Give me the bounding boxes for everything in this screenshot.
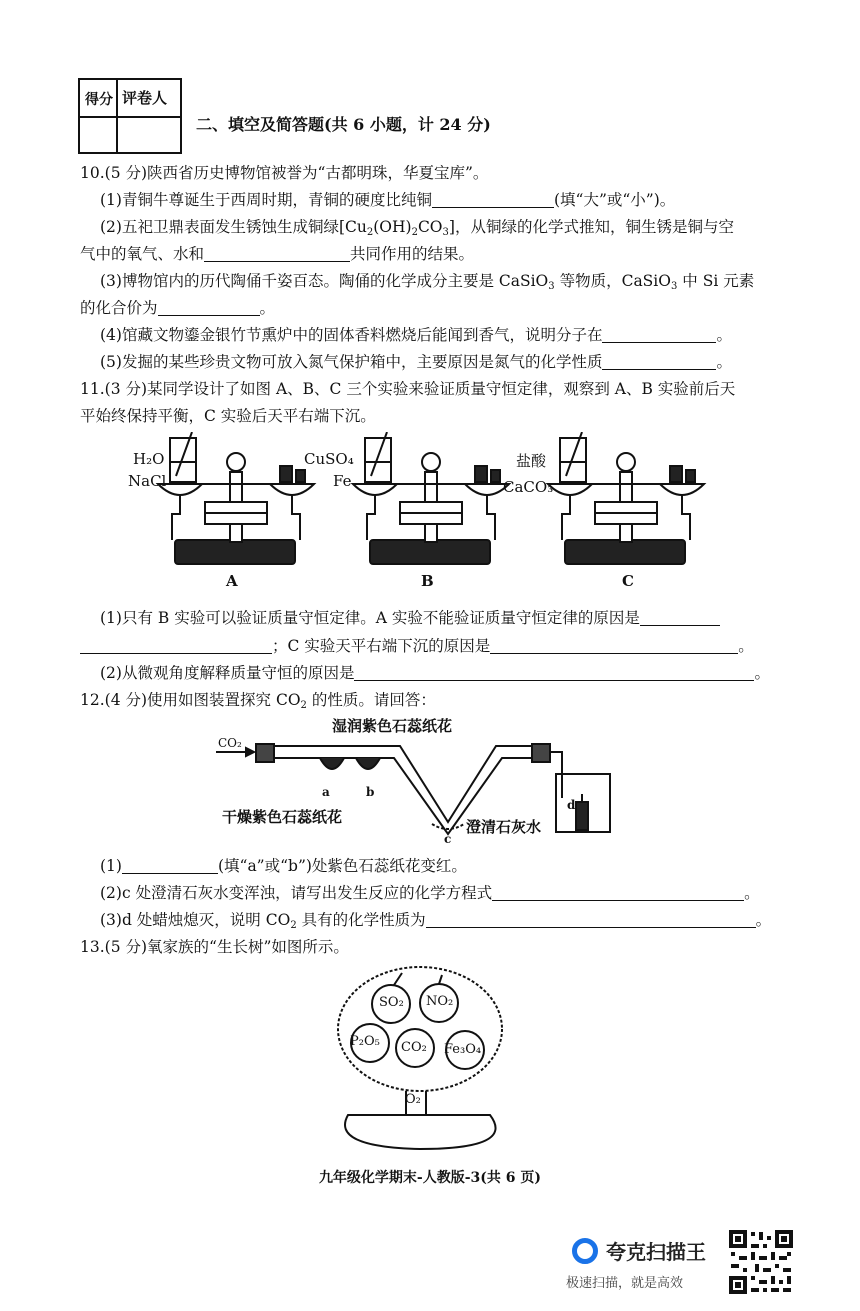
q12-p1: (1) (填“a”或“b”)处紫色石蕊纸花变红。 (100, 857, 467, 875)
oxygen-tree (330, 965, 510, 1155)
q10-p4: (4)馆藏文物鎏金银竹节熏炉中的固体香料燃烧后能闻到香气，说明分子在 。 (100, 326, 732, 344)
q12-stem: 12.(4 分)使用如图装置探究 $CO_2$ 的性质。请回答： (80, 691, 436, 711)
answer-blank[interactable] (602, 354, 716, 370)
answer-blank[interactable] (122, 858, 218, 874)
q10-p1: (1)青铜牛尊诞生于西周时期，青铜的硬度比纯铜 (填“大”或“小”)。 (100, 191, 676, 209)
label-c: c (444, 832, 452, 846)
q12-p3: (3)d 处蜡烛熄灭，说明 $CO_2$ 具有的化学性质为 。 (100, 911, 772, 931)
label-co2: CO₂ (218, 736, 242, 750)
label-wet-litmus: 湿润紫色石蕊纸花 (332, 717, 453, 735)
label-caco3: CaCO₃ (503, 478, 554, 496)
tree-no2: NO₂ (426, 994, 454, 1009)
answer-blank[interactable] (490, 638, 738, 654)
label-d: d (567, 798, 576, 812)
page-footer: 九年级化学期末-人教版-3(共 6 页) (318, 1170, 542, 1186)
answer-blank[interactable] (80, 638, 272, 654)
label-dry-litmus: 干燥紫色石蕊纸花 (222, 808, 343, 826)
score-label: 得分 (85, 92, 113, 108)
q10-stem: 10.(5 分)陕西省历史博物馆被誉为“古都明珠，华夏宝库”。 (80, 164, 489, 182)
q10-p3: (3)博物馆内的历代陶俑千姿百态。陶俑的化学成分主要是 CaSiO$_3$ 等物质，CaSiO$_3$ 中 Si 元素 (100, 272, 755, 292)
tree-o2: O₂ (405, 1092, 421, 1107)
grader-label: 评卷人 (122, 89, 168, 107)
watermark-brand: 夸克扫描王 (606, 1240, 706, 1264)
answer-blank[interactable] (602, 327, 716, 343)
q10-p2: (2)五祀卫鼎表面发生锈蚀生成铜绿$[Cu_2(OH)_2CO_3]$，从铜绿的化学式推知，铜生锈是铜与空 (100, 218, 734, 238)
q11-stem-2: 平始终保持平衡，C 实验后天平右端下沉。 (80, 407, 376, 425)
answer-blank[interactable] (354, 665, 754, 681)
label-h2o: H₂O (133, 450, 165, 468)
tree-fe3o4: Fe₃O₄ (444, 1042, 482, 1057)
tree-p2o5: P₂O₅ (350, 1034, 380, 1049)
answer-blank[interactable] (204, 246, 350, 262)
tree-co2: CO₂ (401, 1040, 427, 1055)
q11-p1-cont: ；C 实验天平右端下沉的原因是 。 (80, 636, 754, 656)
answer-blank[interactable] (432, 192, 554, 208)
caption-c: C (622, 572, 634, 590)
q12-p2: (2)c 处澄清石灰水变浑浊，请写出发生反应的化学方程式 。 (100, 884, 760, 902)
label-cuso4: CuSO₄ (304, 450, 354, 468)
q11-stem-1: 11.(3 分)某同学设计了如图 A、B、C 三个实验来验证质量守恒定律，观察到 A、B 实验前后天 (80, 380, 736, 398)
score-box (78, 78, 182, 154)
scanner-logo-icon (572, 1238, 598, 1264)
q11-p1: (1)只有 B 实验可以验证质量守恒定律。A 实验不能验证质量守恒定律的原因是 (100, 608, 720, 628)
section-title: 二、填空及简答题(共 6 小题，计 24 分) (196, 115, 491, 134)
caption-a: A (226, 572, 238, 590)
caption-b: B (421, 572, 434, 590)
q11-p2: (2)从微观角度解释质量守恒的原因是 。 (100, 664, 770, 682)
answer-blank[interactable] (426, 912, 756, 928)
label-a: a (322, 785, 330, 799)
qr-code-icon (727, 1228, 795, 1296)
answer-blank[interactable] (492, 885, 744, 901)
answer-blank[interactable] (640, 610, 720, 626)
label-b: b (366, 785, 375, 799)
q10-p2-cont: 气中的氧气、水和 共同作用的结果。 (80, 245, 475, 263)
q13-stem: 13.(5 分)氧家族的“生长树”如图所示。 (80, 938, 349, 956)
label-limewater: 澄清石灰水 (466, 818, 542, 836)
tree-so2: SO₂ (379, 995, 404, 1010)
label-hcl: 盐酸 (516, 452, 547, 470)
label-nacl: NaCl (128, 472, 167, 490)
q10-p3-cont: 的化合价为 。 (80, 299, 276, 317)
q10-p5: (5)发掘的某些珍贵文物可放入氮气保护箱中，主要原因是氮气的化学性质 。 (100, 353, 732, 371)
label-fe: Fe (333, 472, 352, 490)
balance-figure (120, 432, 720, 592)
answer-blank[interactable] (158, 300, 260, 316)
watermark-slogan: 极速扫描，就是高效 (566, 1276, 684, 1291)
